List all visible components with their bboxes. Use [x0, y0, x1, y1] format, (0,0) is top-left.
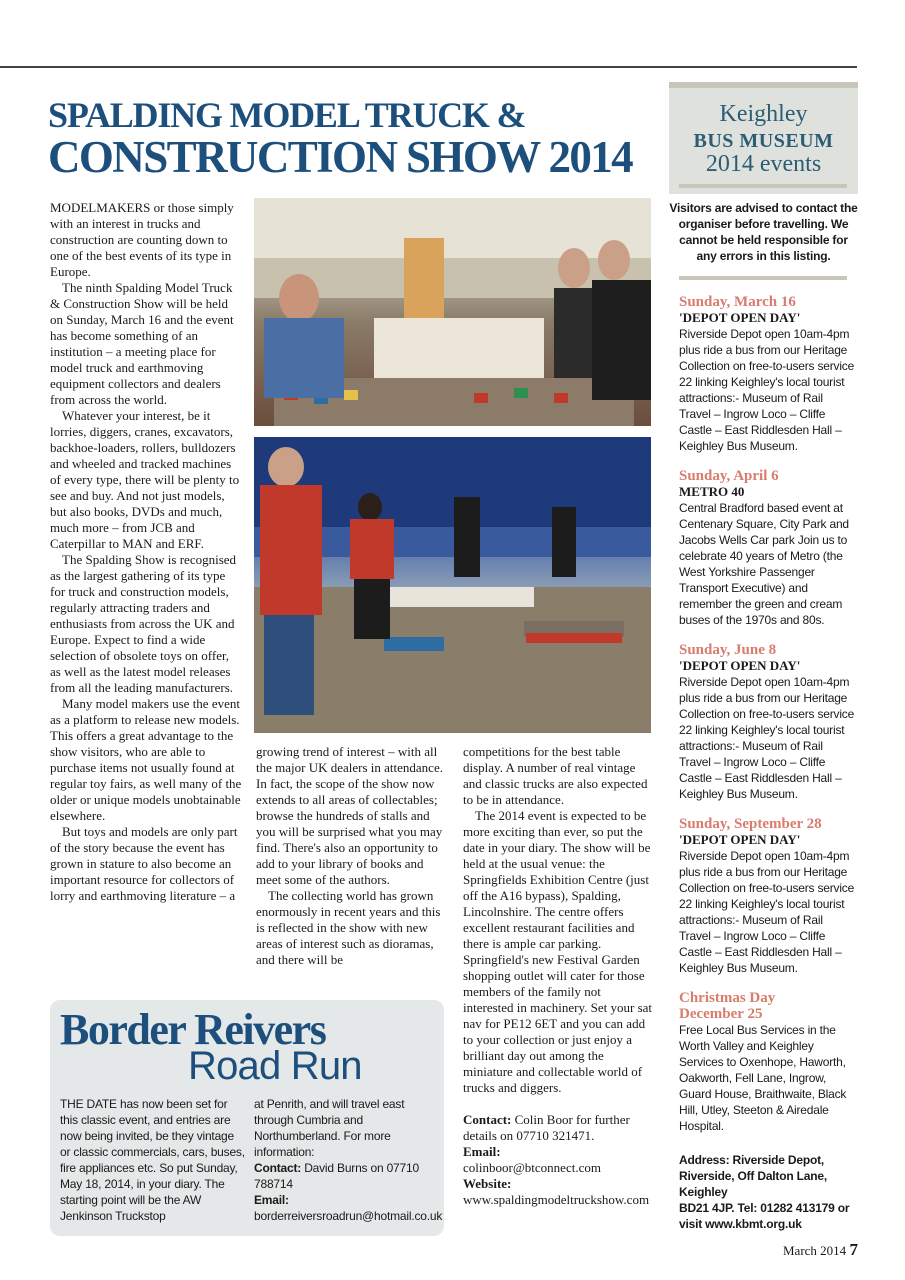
issue-month: March 2014 — [783, 1243, 847, 1258]
article-paragraph: The 2014 event is expected to be more exciting than ever, so put the date in your diary. The show will be held at the usual venue: the Springfields Exhibition Centre (just off the A16 bypass), Spalding, Lincolnshire. The centre offers excellent restaurant facilities and there is ample car parking. Springfield's new Festival Garden shopping outlet will cater for those members of the family not interested in machinery. Set your sat nav for PE12 6ET and you can add to your collection or just enjoy a brilliant day out among the miniature and collectable world of trucks and diggers. — [463, 808, 653, 1095]
reivers-title-line-2: Road Run — [188, 1044, 362, 1088]
reivers-contact — [254, 1160, 440, 1192]
article-paragraph: MODELMAKERS or those simply with an interest in trucks and construction are counting down to one of the best events of its type in Europe. — [50, 200, 234, 279]
event-item — [679, 642, 857, 802]
museum-address: Address: Riverside Depot, Riverside, Off Dalton Lane, Keighley BD21 4JP. Tel: 01282 413179 or visit www.kbmt.org.uk — [679, 1153, 850, 1231]
website-label: Website: — [463, 1176, 512, 1191]
sidebar-notice: Visitors are advised to contact the organiser before travelling. We cannot be held responsible for any errors in this listing. — [669, 201, 858, 263]
sidebar-header — [669, 82, 858, 194]
article-paragraph: The ninth Spalding Model Truck & Construction Show will be held on Sunday, March 16 and the event has become something of an institution – a meeting place for model truck and earthmoving equipment collectors and dealers from across the world. — [50, 280, 234, 407]
article-paragraph: But toys and models are only part of the story because the event has grown in stature to also become an important resource for collectors of lorry and earthmoving literature – a — [50, 824, 238, 903]
page-footer — [783, 1240, 858, 1260]
reivers-email-link[interactable]: borderreiversroadrun@hotmail.co.uk — [254, 1209, 443, 1223]
event-date: Christmas Day December 25 — [679, 990, 776, 1022]
photo-show-stalls — [254, 198, 651, 426]
sidebar-title-events: 2014 events — [705, 151, 822, 177]
photo-show-layout — [254, 437, 651, 733]
article-paragraph: Whatever your interest, be it lorries, diggers, cranes, excavators, backhoe-loaders, rollers, bulldozers and wheeled and tracked machines of every type, there will be plenty to see and buy. And not just models, but also books, DVDs and much, much more – from JCB and Caterpillar to MAN and ERF. — [50, 408, 240, 551]
top-rule — [0, 66, 857, 68]
spacer — [463, 1096, 653, 1112]
event-title: 'DEPOT OPEN DAY' — [679, 658, 801, 673]
reivers-email-label: Email: — [254, 1193, 289, 1207]
article-headline — [48, 96, 658, 180]
email-link[interactable]: colinboor@btconnect.com — [463, 1160, 601, 1175]
event-date: Sunday, April 6 — [679, 468, 779, 484]
event-description: Central Bradford based event at Centenary Square, City Park and Jacobs Wells Car park Join us to celebrate 40 years of Metro (the West Yorkshire Passenger Transport Executive) and remember the green and cream buses of the 1970s and 80s. — [679, 501, 849, 627]
contact-label: Contact: — [463, 1112, 512, 1127]
bus-museum-sidebar — [669, 82, 858, 1230]
photo-show-stalls-illustration — [254, 198, 651, 426]
event-title: METRO 40 — [679, 484, 745, 499]
reivers-title-line-1: Border Reivers — [60, 1005, 326, 1054]
contact-line — [463, 1112, 653, 1144]
article-paragraph: The Spalding Show is recognised as the largest gathering of its type for truck and construction models, regularly attracting traders and enthusiasts from across the UK and Europe. Expect to find a wide selection of obsolete toys on offer, as well as the latest model releases from all the leading manufacturers. — [50, 552, 237, 695]
events-list — [679, 294, 857, 1232]
reivers-intro: at Penrith, and will travel east through Cumbria and Northumberland. For more information: — [254, 1097, 405, 1159]
event-item — [679, 990, 857, 1134]
email-label: Email: — [463, 1144, 501, 1159]
website-link[interactable]: www.spaldingmodeltruckshow.com — [463, 1192, 650, 1207]
photo-show-layout-illustration — [254, 437, 651, 733]
event-date: Sunday, June 8 — [679, 642, 777, 658]
article-paragraph: Many model makers use the event as a platform to release new models. This offers a great advantage to the show visitors, who are able to purchase items not usually found at regular toy fairs, as well many of the older or unique models unobtainable elsewhere. — [50, 696, 242, 823]
event-description: Riverside Depot open 10am-4pm plus ride a bus from our Heritage Collection on free-to-users service 22 linking Keighley's local tourist attractions:- Museum of Rail Travel – Ingrow Loco – Cliffe Castle – East Riddlesden Hall – Keighley Bus Museum. — [679, 327, 855, 453]
event-date: Sunday, March 16 — [679, 294, 796, 310]
event-item — [679, 816, 857, 976]
article-column-2 — [256, 744, 446, 984]
article-paragraph: competitions for the best table display. A number of real vintage and classic trucks are also expected to be in attendance. — [463, 744, 648, 807]
headline-line-1: SPALDING MODEL TRUCK & — [48, 95, 526, 135]
event-title: 'DEPOT OPEN DAY' — [679, 310, 801, 325]
article-paragraph: growing trend of interest – with all the major UK dealers in attendance. In fact, the scope of the show now extends to all areas of collectables; browse the hundreds of stalls and you will be surprised what you may find. There's also an opportunity to add to your library of books and meet some of the authors. — [256, 744, 443, 887]
event-item — [679, 294, 857, 454]
sidebar-title-keighley: Keighley — [719, 101, 808, 127]
event-item — [679, 468, 857, 628]
reivers-contact-text: David Burns on 07710 788714 — [254, 1161, 419, 1191]
sidebar-divider — [679, 184, 847, 188]
page-number: 7 — [849, 1240, 858, 1259]
reivers-contact-label: Contact: — [254, 1161, 302, 1175]
article-column-3 — [463, 744, 653, 1224]
sidebar-divider — [679, 276, 847, 280]
article-column-1 — [50, 200, 242, 990]
event-date: Sunday, September 28 — [679, 816, 822, 832]
reivers-column-2 — [254, 1096, 443, 1224]
event-title: 'DEPOT OPEN DAY' — [679, 832, 801, 847]
sidebar-title-bus-museum: BUS MUSEUM — [693, 130, 834, 152]
headline-line-2: CONSTRUCTION SHOW 2014 — [48, 132, 633, 182]
reivers-column-1: THE DATE has now been set for this classic event, and entries are now being invited, be they vintage or classic commercials, cars, buses, fire appliances etc. So put Sunday, May 18, 2014, in your diary. The starting point will be the AW Jenkinson Truckstop — [60, 1097, 245, 1223]
event-description: Riverside Depot open 10am-4pm plus ride a bus from our Heritage Collection on free-to-users service 22 linking Keighley's local tourist attractions:- Museum of Rail Travel – Ingrow Loco – Cliffe Castle – East Riddlesden Hall – Keighley Bus Museum. — [679, 849, 855, 975]
event-description: Free Local Bus Services in the Worth Valley and Keighley Services to Oxenhope, Haworth, Oakworth, Fell Lane, Ingrow, Guard House, Braithwaite, Black Hill, Utley, Steeton & Airedale Hospital. — [679, 1023, 847, 1133]
article-paragraph: The collecting world has grown enormously in recent years and this is reflected in the show with new areas of interest such as dioramas, and there will be — [256, 888, 441, 967]
event-description: Riverside Depot open 10am-4pm plus ride a bus from our Heritage Collection on free-to-users service 22 linking Keighley's local tourist attractions:- Museum of Rail Travel – Ingrow Loco – Cliffe Castle – East Riddlesden Hall – Keighley Bus Museum. — [679, 675, 855, 801]
border-reivers-box — [50, 1000, 444, 1236]
contact-text: Colin Boor for further details on 07710 321471. — [463, 1112, 630, 1143]
